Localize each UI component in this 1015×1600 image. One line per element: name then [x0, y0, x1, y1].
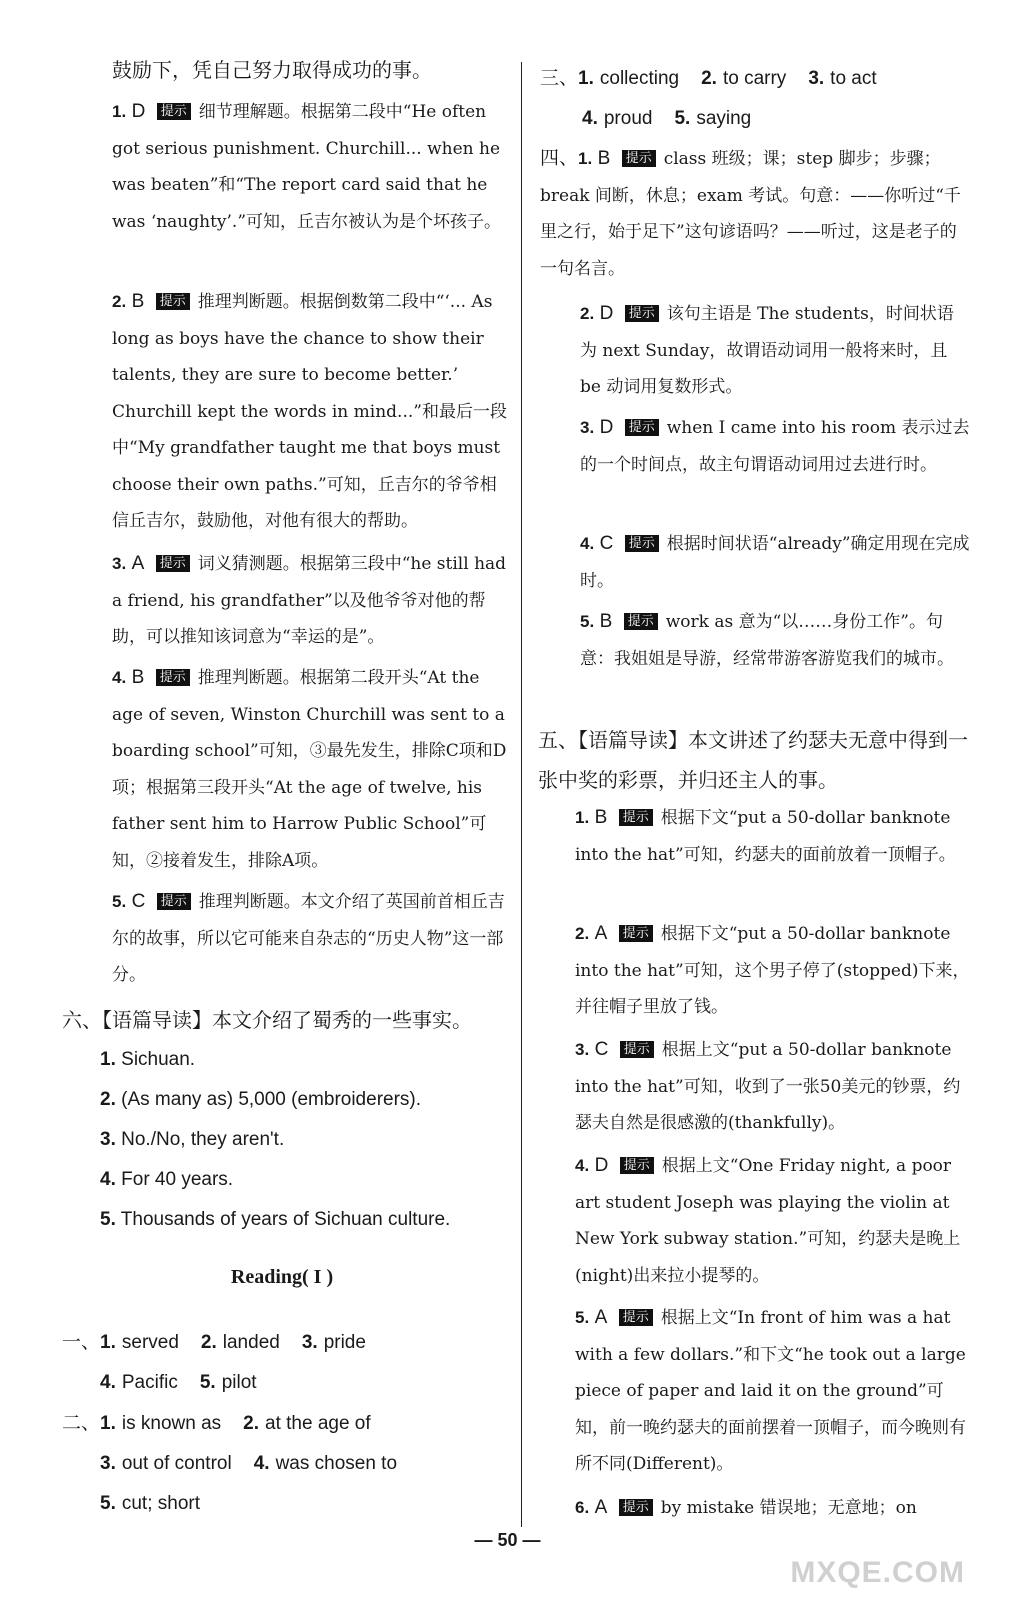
hint-badge: 提示 — [156, 669, 190, 686]
right-s4-q4: 4. C 提示 根据时间状语“already”确定用现在完成时。 — [580, 533, 970, 591]
explanation: 根据下文“put a 50-dollar banknote into the hat”可知，这个男子停了(stopped)下来，并往帽子里放了钱。 — [575, 924, 970, 1017]
explanation: 根据下文“put a 50-dollar banknote into the hat”可知，约瑟夫的面前放着一顶帽子。 — [575, 808, 956, 865]
section-3-answers: 三、1. collecting 2. to carry 3. to act 4. proud 5. saying — [540, 67, 877, 129]
question-number: 1. — [112, 102, 127, 121]
answer-letter: C — [131, 891, 146, 912]
list-item: 1. Sichuan. — [100, 1049, 196, 1070]
left-q2 — [112, 284, 507, 540]
hint-badge: 提示 — [157, 103, 191, 120]
explanation: 推理判断题。根据第二段开头“At the age of seven, Winston Churchill was sent to a boarding school”可知，③最先发生，排除C项和D项；根据第三段开头“At the age of twelve, his father sent him to Harrow Public School”可知，②接着发生，排除A项。 — [112, 668, 507, 871]
right-s4-q3: 3. D 提示 when I came into his room 表示过去的一个时间点，故主句谓语动词用过去进行时。 — [580, 417, 970, 475]
hint-badge: 提示 — [625, 419, 659, 436]
hint-badge: 提示 — [625, 535, 659, 552]
question-number: 4. — [112, 668, 127, 687]
explanation: when I came into his room 表示过去的一个时间点，故主句谓语动词用过去进行时。 — [580, 418, 970, 475]
list-item: 2. (As many as) 5,000 (embroiderers). — [100, 1089, 422, 1110]
right-s4-q5: 5. B 提示 work as 意为“以……身份工作”。句意：我姐姐是导游，经常带游客游览我们的城市。 — [580, 611, 954, 669]
section-6-answers — [100, 1040, 510, 1240]
right-s4-q1: 四、1. B 提示 class 班级；课；step 脚步；步骤；break 间断，休息；exam 考试。句意：——你听过“千里之行，始于足下”这句谚语吗？——听过，这是老子的一句名言。 — [540, 147, 961, 279]
hint-badge: 提示 — [625, 305, 659, 322]
hint-badge: 提示 — [620, 1157, 654, 1174]
right-s4-q2: 2. D 提示 该句主语是 The students，时间状语为 next Sunday，故谓语动词用一般将来时，且 be 动词用复数形式。 — [580, 303, 954, 397]
left-q1 — [112, 94, 507, 240]
explanation: 推理判断题。根据倒数第二段中“‘... As long as boys have the chance to show their talents, they are sure to become better.’ Churchill kept the words in mind...”和最后一段中“My grandfather taught me that boys must choose their own paths.”可知，丘吉尔的爷爷相信丘吉尔，鼓励他，对他有很大的帮助。 — [112, 292, 507, 531]
answer-letter: B — [131, 291, 145, 312]
question-number: 5. — [112, 892, 127, 911]
explanation: 根据时间状语“already”确定用现在完成时。 — [580, 534, 970, 591]
hint-badge: 提示 — [619, 1309, 653, 1326]
right-s5-q5: 5. A 提示 根据上文“In front of him was a hat with a few dollars.”和下文“he took out a large piece of paper and laid it on the ground”可知，前一晚约瑟夫的面前摆着一顶帽子，而今晚则有所不同(Different)。 — [575, 1307, 966, 1474]
hint-badge: 提示 — [157, 893, 191, 910]
page-number: — 50 — — [474, 1530, 541, 1550]
answer-letter: B — [131, 667, 145, 688]
explanation: by mistake 错误地；无意地；on — [660, 1498, 917, 1518]
explanation: 词义猜测题。根据第三段中“he still had a friend, his grandfather”以及他爷爷对他的帮助，可以推知该词意为“幸运的是”。 — [112, 554, 507, 647]
left-q3 — [112, 546, 507, 656]
hint-badge: 提示 — [622, 150, 656, 167]
right-s5-q4: 4. D 提示 根据上文“One Friday night, a poor art student Joseph was playing the violin at New York subway station.”可知，约瑟夫是晚上(night)出来拉小提琴的。 — [575, 1155, 961, 1286]
right-s5-q2: 2. A 提示 根据下文“put a 50-dollar banknote into the hat”可知，这个男子停了(stopped)下来，并往帽子里放了钱。 — [575, 923, 970, 1017]
hint-badge: 提示 — [156, 555, 190, 572]
right-s5-q1: 1. B 提示 根据下文“put a 50-dollar banknote into the hat”可知，约瑟夫的面前放着一顶帽子。 — [575, 807, 956, 865]
list-item: 4. For 40 years. — [100, 1169, 234, 1190]
reading-title: Reading( I ) — [230, 1266, 334, 1288]
right-s5-q3: 3. C 提示 根据上文“put a 50-dollar banknote into the hat”可知，收到了一张50美元的钞票，约瑟夫自然是很感激的(thankfully)。 — [575, 1039, 961, 1133]
list-item: 5. Thousands of years of Sichuan culture. — [100, 1209, 451, 1230]
list-item: 3. No./No, they aren't. — [100, 1129, 285, 1150]
explanation: work as 意为“以……身份工作”。句意：我姐姐是导游，经常带游客游览我们的城市。 — [580, 612, 954, 669]
explanation: 根据上文“One Friday night, a poor art student Joseph was playing the violin at New York subway station.”可知，约瑟夫是晚上(night)出来拉小提琴的。 — [575, 1156, 961, 1286]
hint-badge: 提示 — [624, 613, 658, 630]
left-q5 — [112, 884, 507, 994]
section-1-answers: 一、1. served 2. landed 3. pride 4. Pacific 5. pilot 二、1. is known as 2. at the age of 3. out of control 4. was chosen to 5. cut; short — [62, 1331, 398, 1514]
question-number: 3. — [112, 554, 127, 573]
section-5-heading: 五、【语篇导读】本文讲述了约瑟夫无意中得到一张中奖的彩票，并归还主人的事。 — [538, 728, 968, 792]
right-s5-q6: 6. A 提示 by mistake 错误地；无意地；on — [575, 1497, 917, 1518]
section-6-heading: 六、【语篇导读】本文介绍了蜀秀的一些事实。 — [62, 1008, 472, 1032]
explanation: 推理判断题。本文介绍了英国前首相丘吉尔的故事，所以它可能来自杂志的“历史人物”这一部分。 — [112, 892, 505, 985]
explanation: 根据上文“In front of him was a hat with a few dollars.”和下文“he took out a large piece of paper and laid it on the ground”可知，前一晚约瑟夫的面前摆着一顶帽子，而今晚则有所不同(Different)。 — [575, 1308, 966, 1474]
left-q4 — [112, 660, 507, 879]
explanation: 该句主语是 The students，时间状语为 next Sunday，故谓语动词用一般将来时，且 be 动词用复数形式。 — [580, 304, 954, 397]
explanation: 细节理解题。根据第二段中“He often got serious punishment. Churchill... when he was beaten”和“The report card said that he was ‘naughty’.”可知，丘吉尔被认为是个坏孩子。 — [112, 102, 502, 232]
hint-badge: 提示 — [619, 925, 653, 942]
hint-badge: 提示 — [156, 293, 190, 310]
intro-line: 鼓励下，凭自己努力取得成功的事。 — [112, 58, 432, 82]
column-divider — [521, 62, 522, 1527]
answer-letter: A — [131, 553, 145, 574]
hint-badge: 提示 — [620, 1041, 654, 1058]
explanation: class 班级；课；step 脚步；步骤；break 间断，休息；exam 考试。句意：——你听过“千里之行，始于足下”这句谚语吗？——听过，这是老子的一句名言。 — [540, 149, 961, 279]
explanation: 根据上文“put a 50-dollar banknote into the hat”可知，收到了一张50美元的钞票，约瑟夫自然是很感激的(thankfully)。 — [575, 1040, 961, 1133]
question-number: 2. — [112, 292, 127, 311]
answer-letter: D — [131, 101, 146, 122]
hint-badge: 提示 — [619, 809, 653, 826]
hint-badge: 提示 — [619, 1499, 653, 1516]
watermark: MXQE.COM — [790, 1556, 965, 1589]
